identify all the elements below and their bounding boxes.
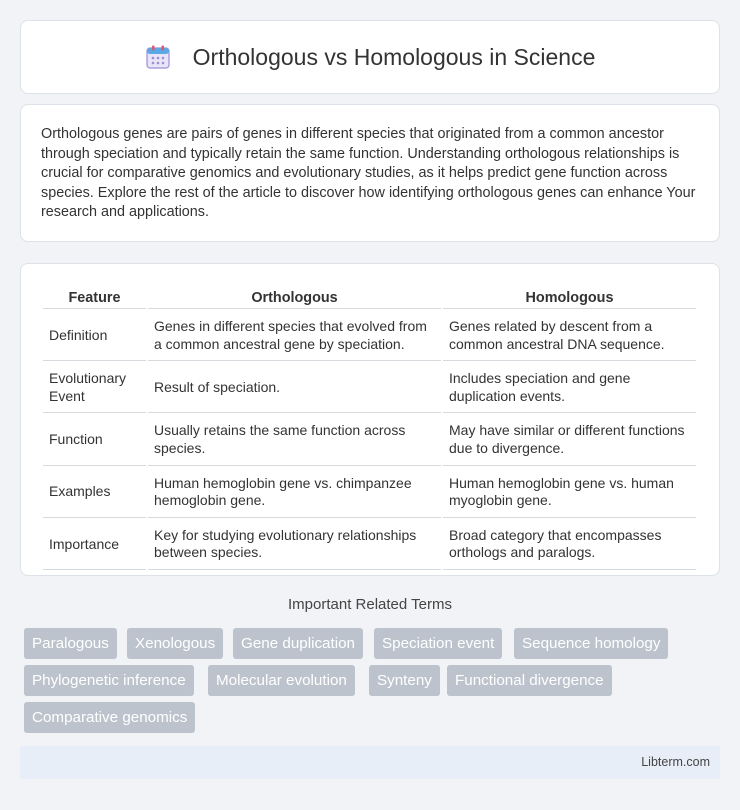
footer — [20, 746, 720, 779]
row-homologous: Human hemoglobin gene vs. human myoglobin gene. — [443, 468, 696, 518]
table-row — [43, 363, 696, 413]
row-feature: Definition — [43, 311, 146, 361]
row-homologous: Broad category that encompasses orthologs and paralogs. — [443, 520, 696, 570]
table-row — [43, 468, 696, 518]
comparison-table — [41, 284, 698, 572]
row-feature: Examples — [43, 468, 146, 518]
tag-sequence-homology[interactable]: Sequence homology — [514, 628, 668, 659]
tag-comparative-genomics[interactable]: Comparative genomics — [24, 702, 195, 733]
calendar-icon — [145, 44, 171, 70]
table-row — [43, 311, 696, 361]
related-terms-heading: Important Related Terms — [288, 596, 452, 613]
row-homologous: Genes related by descent from a common ancestral DNA sequence. — [443, 311, 696, 361]
row-orthologous: Human hemoglobin gene vs. chimpanzee hemoglobin gene. — [148, 468, 441, 518]
row-feature: Function — [43, 415, 146, 465]
tag-speciation-event[interactable]: Speciation event — [374, 628, 502, 659]
row-homologous: Includes speciation and gene duplication events. — [443, 363, 696, 413]
row-orthologous: Key for studying evolutionary relationships between species. — [148, 520, 441, 570]
tag-paralogous[interactable]: Paralogous — [24, 628, 117, 659]
row-feature: Importance — [43, 520, 146, 570]
table-row — [43, 520, 696, 570]
row-orthologous: Usually retains the same function across species. — [148, 415, 441, 465]
row-orthologous: Genes in different species that evolved from a common ancestral gene by speciation. — [148, 311, 441, 361]
row-homologous: May have similar or different functions due to divergence. — [443, 415, 696, 465]
tag-gene-duplication[interactable]: Gene duplication — [233, 628, 363, 659]
header-card — [20, 20, 720, 94]
column-header-homologous: Homologous — [443, 286, 696, 309]
column-header-orthologous: Orthologous — [148, 286, 441, 309]
tag-xenologous[interactable]: Xenologous — [127, 628, 223, 659]
comparison-card — [20, 263, 720, 576]
tag-synteny[interactable]: Synteny — [369, 665, 440, 696]
tag-phylogenetic-inference[interactable]: Phylogenetic inference — [24, 665, 194, 696]
page-title: Orthologous vs Homologous in Science — [192, 43, 596, 70]
tag-functional-divergence[interactable]: Functional divergence — [447, 665, 612, 696]
intro-card — [20, 104, 720, 242]
tag-molecular-evolution[interactable]: Molecular evolution — [208, 665, 355, 696]
intro-text: Orthologous genes are pairs of genes in different species that originated from a common ancestor through speciation and typically retain the same function. Understanding orthologous relationships is crucial for comparative genomics and evolutionary studies, as it helps predict gene function across species. Explore the rest of the article to discover how identifying orthologous genes can enhance Your research and applications. — [41, 126, 696, 221]
row-feature: Evolutionary Event — [43, 363, 146, 413]
row-orthologous: Result of speciation. — [148, 363, 441, 413]
table-row — [43, 415, 696, 465]
table-header-row — [43, 286, 696, 309]
footer-site-link[interactable]: Libterm.com — [641, 755, 710, 769]
column-header-feature: Feature — [43, 286, 146, 309]
